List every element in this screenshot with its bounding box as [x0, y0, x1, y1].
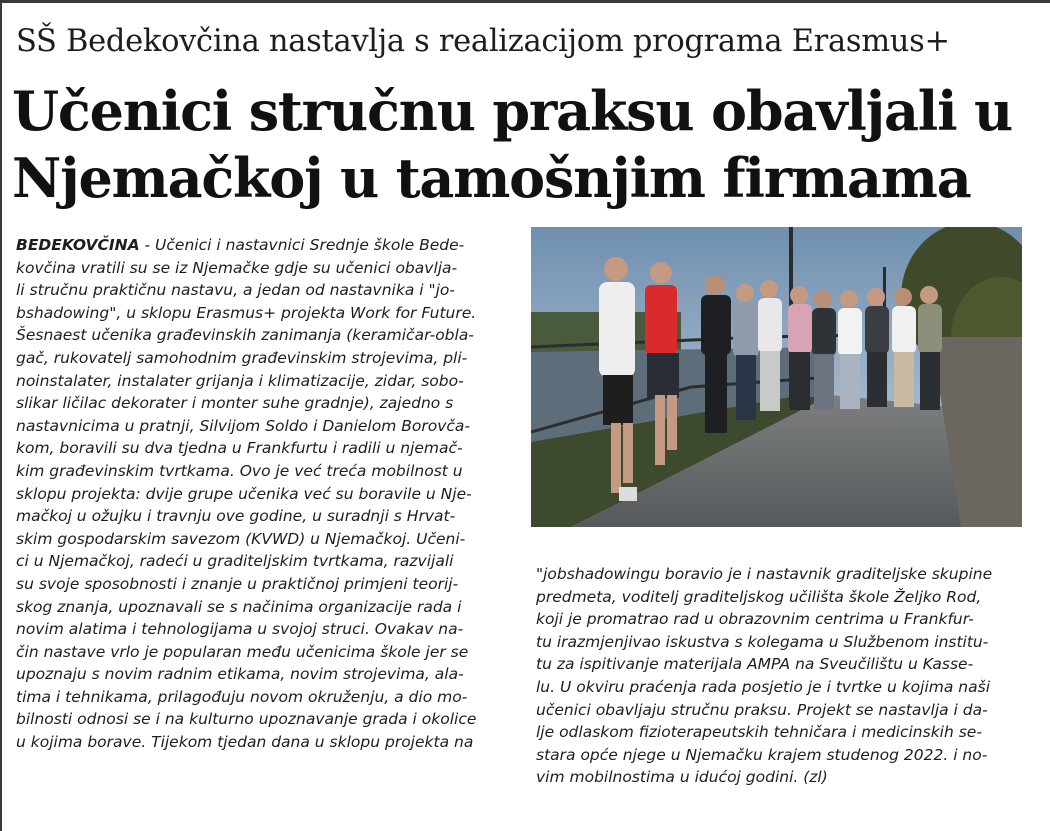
- body-line: bshadowing", u sklopu Erasmus+ projekta Work for Future.: [16, 303, 477, 322]
- body-line: predmeta, voditelj graditeljskog učilišta škole Željko Rod,: [536, 587, 982, 606]
- body-line: tu irazmjenjivao iskustva s kolegama u Službenom institu-: [536, 632, 989, 651]
- body-line: koji je promatrao rad u obrazovnim centrima u Frankfur-: [536, 610, 974, 629]
- body-line: bilnosti odnosi se i na kulturno upoznavanje grada i okolice: [16, 710, 477, 729]
- article-headline: [12, 78, 1048, 212]
- body-line: upoznaju s novim radnim etikama, novim strojevima, ala-: [16, 665, 464, 684]
- body-line: slikar ličilac dekorater i monter suhe gradnje), zajedno s: [16, 394, 454, 413]
- body-line: vim mobilnostima u idućoj godini. (zl): [536, 768, 828, 787]
- group-photo: [531, 227, 1022, 527]
- dateline: BEDEKOVČINA: [16, 236, 140, 254]
- body-line: kim građevinskim tvrtkama. Ovo je već treća mobilnost u: [16, 461, 463, 480]
- body-line: lje odlaskom fizioterapeutskih tehničara i medicinskih se-: [536, 723, 982, 742]
- body-line: su svoje sposobnosti i znanje u praktičnoj primjeni teorij-: [16, 574, 459, 593]
- body-line: noinstalater, instalater grijanja i klimatizacije, zidar, sobo-: [16, 371, 464, 390]
- body-line: u kojima borave. Tijekom tjedan dana u sklopu projekta na: [16, 733, 474, 752]
- article-kicker: SŠ Bedekovčina nastavlja s realizacijom programa Erasmus+: [16, 24, 950, 59]
- body-line: sklopu projekta: dvije grupe učenika već su boravile u Nje-: [16, 484, 472, 503]
- article-body-left-column: [16, 234, 504, 754]
- body-line: li stručnu praktičnu nastavu, a jedan od nastavnika i "jo-: [16, 281, 456, 300]
- body-line: gač, rukovatelj samohodnim građevinskim strojevima, pli-: [16, 348, 468, 367]
- body-line: skog znanja, upoznavali se s načinima organizacije rada i: [16, 597, 462, 616]
- body-line-text: - Učenici i nastavnici Srednje škole Bede-: [139, 236, 465, 254]
- top-rule: [0, 0, 1050, 3]
- headline-line: Njemačkoj u tamošnjim firmama: [12, 146, 971, 210]
- body-line: nastavnicima u pratnji, Silvijom Soldo i Danielom Borovča-: [16, 416, 470, 435]
- body-line: kovčina vratili su se iz Njemačke gdje su učenici obavlja-: [16, 258, 458, 277]
- body-line: učenici obavljaju stručnu praksu. Projekt se nastavlja i da-: [536, 700, 988, 719]
- body-line: tu za ispitivanje materijala AMPA na Sveučilištu u Kasse-: [536, 655, 974, 674]
- headline-line: Učenici stručnu praksu obavljali u: [12, 79, 1013, 143]
- body-line: "jobshadowingu boravio je i nastavnik graditeljske skupine: [536, 565, 993, 583]
- left-rule: [0, 0, 2, 831]
- body-line: Šesnaest učenika građevinskih zanimanja (keramičar-obla-: [16, 326, 474, 345]
- body-line: lu. U okviru praćenja rada posjetio je i tvrtke u kojima naši: [536, 677, 991, 696]
- body-line: tima i tehnikama, prilagođuju novom okruženju, a dio mo-: [16, 687, 468, 706]
- body-line: kom, boravili su dva tjedna u Frankfurtu i radili u njemač-: [16, 439, 463, 458]
- body-line: ci u Njemačkoj, radeći u graditeljskim tvrtkama, razvijali: [16, 552, 454, 571]
- article-body-right-column: [536, 563, 1026, 789]
- group-photo-illustration: [531, 227, 1022, 527]
- body-line: čin nastave vrlo je popularan među učenicima škole jer se: [16, 642, 469, 661]
- body-line: novim alatima i tehnologijama u svojoj struci. Ovakav na-: [16, 620, 464, 639]
- body-line: stara opće njege u Njemačku krajem studenog 2022. i no-: [536, 745, 988, 764]
- body-line: mačkoj u ožujku i travnju ove godine, u suradnji s Hrvat-: [16, 507, 456, 526]
- body-line: skim gospodarskim savezom (KVWD) u Njemačkoj. Učeni-: [16, 529, 466, 548]
- body-line-first: [16, 234, 504, 257]
